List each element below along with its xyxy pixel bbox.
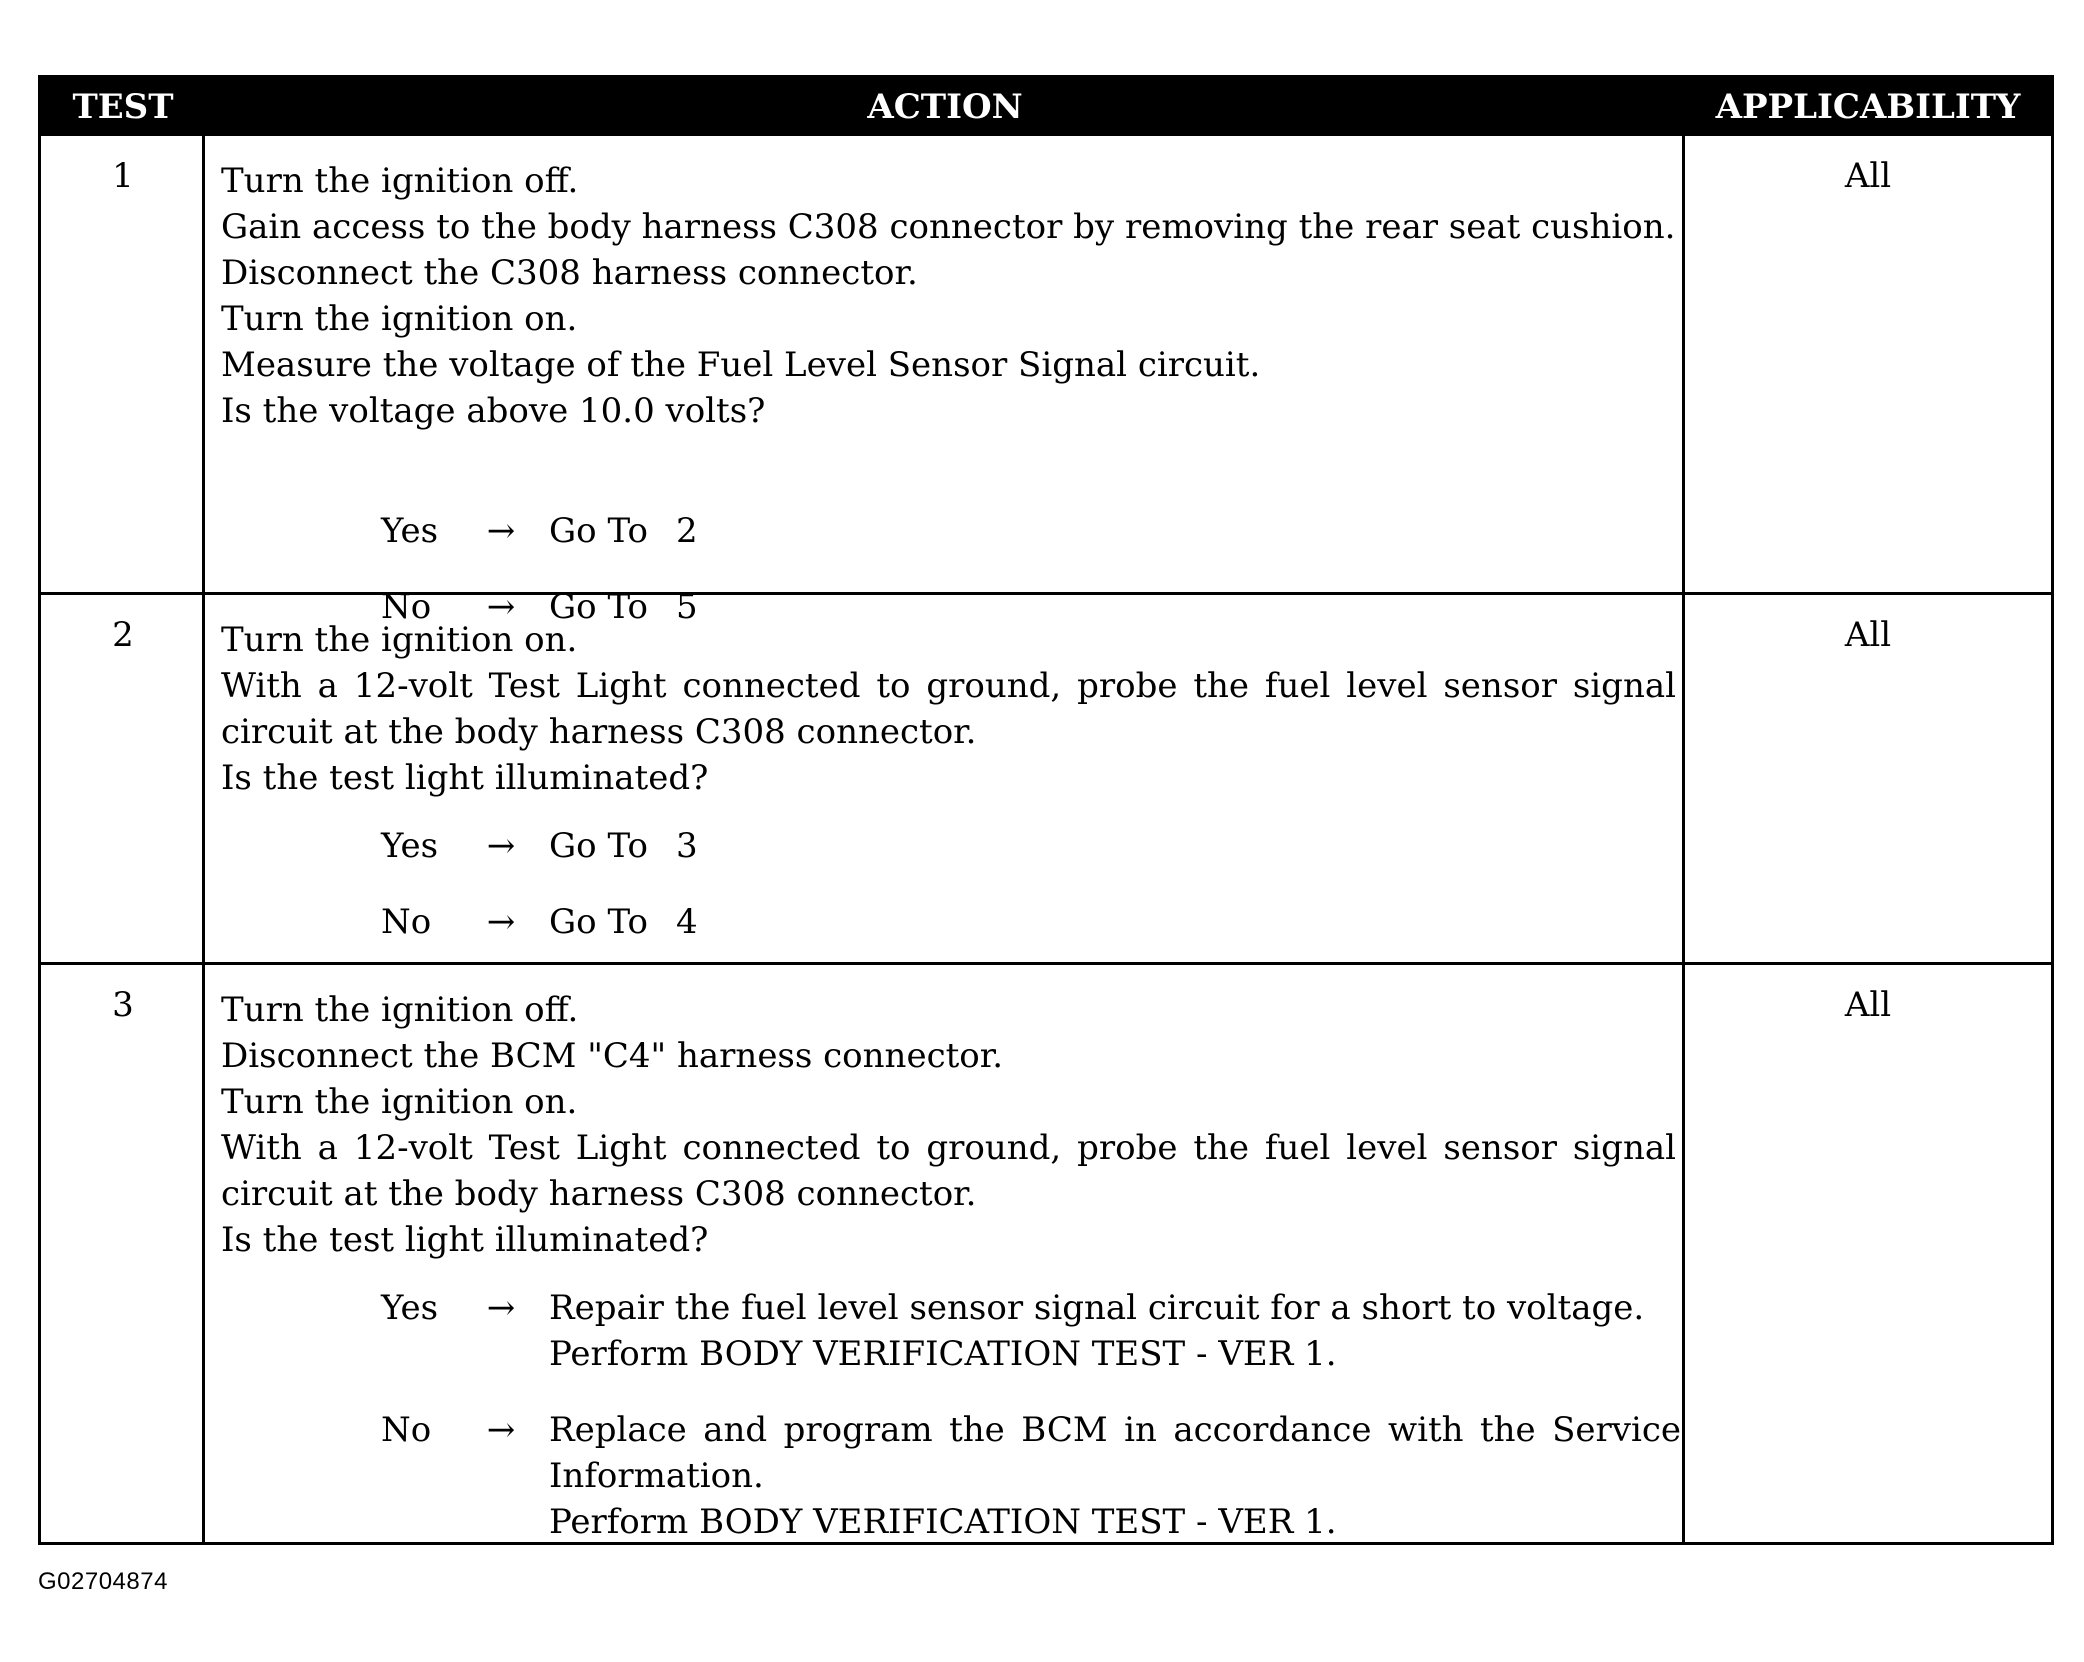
step-text: With a 12-volt Test Light connected to ground, probe the fuel level sensor signal circuit at the body harness C308 connector.	[221, 1128, 1676, 1214]
step-text: Is the test light illuminated?	[221, 758, 709, 798]
result-text: Perform BODY VERIFICATION TEST - VER 1.	[549, 1502, 1337, 1542]
action-steps	[221, 158, 1676, 434]
answer-label: No	[381, 902, 432, 942]
goto-test-link[interactable]: 5	[675, 587, 698, 627]
step-text: Is the voltage above 10.0 volts?	[221, 391, 766, 431]
header-test: TEST	[72, 87, 174, 127]
table-header	[41, 78, 2051, 136]
goto-label: Go To	[549, 902, 648, 942]
goto-label: Go To	[549, 511, 648, 551]
goto-test-link[interactable]: 3	[675, 826, 698, 866]
outcome-result	[549, 899, 1681, 945]
outcome-yes	[381, 823, 1681, 869]
outcome-no	[381, 899, 1681, 945]
action-steps	[221, 617, 1676, 801]
answer-label: No	[381, 587, 432, 627]
goto-test-link[interactable]: 4	[675, 902, 698, 942]
arrow-icon: →	[486, 1410, 516, 1450]
table-row	[41, 595, 2051, 962]
outcome-result	[549, 508, 1681, 554]
step-text: Turn the ignition on.	[221, 1082, 578, 1122]
step-text: Turn the ignition off.	[221, 990, 579, 1030]
figure-id: G02704874	[38, 1568, 168, 1595]
step-text: Gain access to the body harness C308 connector by removing the rear seat cushion.	[221, 207, 1676, 247]
answer-label: Yes	[381, 826, 439, 866]
table-row	[41, 965, 2051, 1542]
test-number: 1	[112, 156, 134, 196]
goto-test-link[interactable]: 2	[675, 511, 698, 551]
applicability-value: All	[1844, 615, 1892, 655]
test-number: 2	[112, 615, 134, 655]
step-text: Measure the voltage of the Fuel Level Sensor Signal circuit.	[221, 345, 1261, 385]
outcome-result	[549, 1407, 1681, 1545]
applicability-value: All	[1844, 156, 1892, 196]
outcome-result	[549, 1285, 1681, 1377]
result-text: Repair the fuel level sensor signal circuit for a short to voltage.	[549, 1288, 1645, 1328]
header-applicability: APPLICABILITY	[1715, 87, 2021, 127]
action-steps	[221, 987, 1676, 1263]
diagnostic-test-table	[38, 75, 2054, 1545]
step-text: Disconnect the BCM "C4" harness connector.	[221, 1036, 1004, 1076]
arrow-icon: →	[486, 826, 516, 866]
outcome-no	[381, 1407, 1681, 1545]
step-text: Turn the ignition on.	[221, 299, 578, 339]
step-text: Turn the ignition off.	[221, 161, 579, 201]
header-action: ACTION	[867, 87, 1023, 127]
arrow-icon: →	[486, 511, 516, 551]
answer-label: Yes	[381, 1288, 439, 1328]
goto-label: Go To	[549, 587, 648, 627]
table-row	[41, 136, 2051, 627]
arrow-icon: →	[486, 1288, 516, 1328]
step-text: With a 12-volt Test Light connected to ground, probe the fuel level sensor signal circuit at the body harness C308 connector.	[221, 666, 1676, 752]
outcomes	[381, 823, 1681, 975]
goto-label: Go To	[549, 826, 648, 866]
outcomes	[381, 1285, 1681, 1575]
outcome-result	[549, 823, 1681, 869]
step-text: Disconnect the C308 harness connector.	[221, 253, 918, 293]
answer-label: No	[381, 1410, 432, 1450]
arrow-icon: →	[486, 587, 516, 627]
test-number: 3	[112, 985, 134, 1025]
outcome-yes	[381, 1285, 1681, 1377]
result-text: Replace and program the BCM in accordance with the Service Information.	[549, 1410, 1681, 1496]
arrow-icon: →	[486, 902, 516, 942]
applicability-value: All	[1844, 985, 1892, 1025]
outcome-yes	[381, 508, 1681, 554]
result-text: Perform BODY VERIFICATION TEST - VER 1.	[549, 1334, 1337, 1374]
step-text: Is the test light illuminated?	[221, 1220, 709, 1260]
step-text: Turn the ignition on.	[221, 620, 578, 660]
answer-label: Yes	[381, 511, 439, 551]
